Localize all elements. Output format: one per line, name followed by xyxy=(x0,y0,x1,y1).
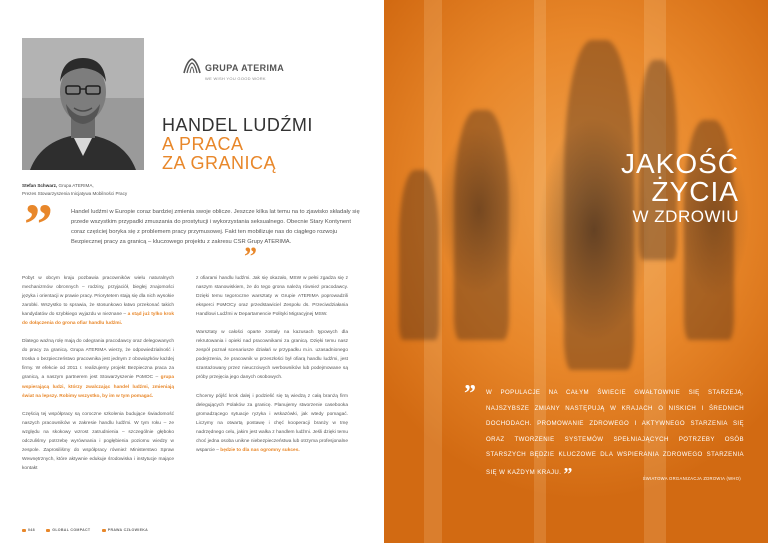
paragraph-highlight: a stąd już tylko krok do dołączenia do grona ofiar handlu ludźmi. xyxy=(22,312,174,327)
lead-text: Handel ludźmi w Europie coraz bardziej zmienia swoje oblicze. Jeszcze kilka lat temu na to zjawisko składały się przede wszystkim przypadki zmuszania do prostytucji i wykorzystania seksualnego. Obecnie Stary Kontynent coraz częściej boryka się z problemem pracy przymusowej. Fakt ten mobilizuje nas do ciągłego rozwoju Bezpiecznej pracy za granicą – kluczowego projektu z zakresu CSR Grupy ATERIMA. xyxy=(71,209,360,246)
section-title-line-2: W ZDROWIU xyxy=(632,207,739,226)
paragraph-text: Pobyt w obcym kraju pozbawia pracowników wielu naturalnych mechanizmów obronnych – rodziny, przyjaciół, biegłej znajomości języka i orientacji w prawie pracy. Priorytetem stają się dla nich wysokie zarobki. Wszystko to sprawia, że stosunkowo łatwo przekonać takich kandydatów do szybkiego wyjazdu w nieznane – xyxy=(22,276,174,318)
aterima-logo-mark xyxy=(181,55,203,77)
paragraph-text: Chcemy pójść krok dalej i podzielić się tą wiedzą z całą branżą firm delegujących Polaków za granicę. Planujemy stworzenie casebooka gromadzącego sytuacje ryzyka i wskazówki, jak wtedy pomagać. Liczymy na otwartą postawę i chęć kooperacji branży w tmę nadrzędnego celu, jakim jest walka z handlem ludźmi. Jeśli dzięki temu choć jedna osoba unikne niebezpieczeństwa lub otrzyma profesjonalne wsparcie – xyxy=(196,393,348,453)
paragraph-text: z ofiarami handlu ludźmi. Jak się okazało, MSW w pełni zgadza się z naszym stanowiskiem, że do tego grona należą również pracodawcy. Dzięki temu tegoroczne warsztaty w Grupie ATERIMA poprowadzili eksperci PoMOCy oraz przedstawiciel Zespołu ds. Przeciwdziałania Handlowi Ludźmi w Departamencie Polityki Migracyjnej MSW. xyxy=(196,276,348,318)
quote-close-icon: ” xyxy=(563,463,573,484)
who-quote xyxy=(486,385,744,484)
author-role: Prezes Stowarzyszenia Inicjatywa Mobilności Pracy xyxy=(22,191,128,196)
author-affiliation: Grupa ATERIMA, xyxy=(57,183,94,188)
title-line-2: A PRACA xyxy=(162,134,244,154)
footer-section-global-compact: GLOBAL COMPACT xyxy=(46,528,90,532)
paragraph xyxy=(22,337,174,400)
quote-attribution: ŚWIATOWA ORGANIZACJA ZDROWIA (WHO) xyxy=(642,476,741,481)
right-page xyxy=(384,0,768,543)
aterima-logo xyxy=(181,55,285,97)
quote-open-icon: ” xyxy=(464,381,476,407)
paragraph xyxy=(22,274,174,328)
section-title xyxy=(534,150,739,228)
logo-brand-name: GRUPA ATERIMA xyxy=(205,63,285,73)
paragraph xyxy=(22,410,174,473)
article-title xyxy=(162,116,313,173)
page-footer xyxy=(22,528,158,532)
body-column-2 xyxy=(196,274,348,464)
paragraph-highlight: grupa wspierającą ludzi, którzy zwalczając handel ludźmi, zmieniają świat na lepszy. Robimy wszystko, by im w tym pomagać. xyxy=(22,375,174,399)
author-name: Stefan Schwarz, xyxy=(22,183,58,188)
section-title-line-1: JAKOŚĆ ŻYCIA xyxy=(620,148,739,207)
footer-page-number: 048 xyxy=(22,528,35,532)
paragraph-text: Warsztaty w całości oparte zostały na kazusach typowych dla rekrutowania i opieki nad pracownikami za granicą. Dzięki temu nasz zespół poznał scenariusze działań w przypadku m.in. uzasadnionego podejrzenia, że pracownik w przeszłości był ofiarą handlu ludźmi, jest szantażowany przez nieuczciwych werbowników lub podejmowane są próby przejęcia jego danych osobowych. xyxy=(196,330,348,381)
paragraph xyxy=(196,274,348,319)
title-line-3: ZA GRANICĄ xyxy=(162,153,277,173)
body-column-1 xyxy=(22,274,174,482)
paragraph xyxy=(196,392,348,455)
footer-section-human-rights: PRAWA CZŁOWIEKA xyxy=(102,528,148,532)
paragraph-text: Częścią tej współpracy są coroczne szkolenia budujące świadomość naszych pracowników w zakresie handlu ludźmi. W tym roku – ze względu na skokowy wzrost zatrudnienia – szczególnie głęboko odczuliśmy potrzebę wyrównania i pogłębienia poziomu wiedzy w zespole. Zaprosiliśmy do współpracy również Ministerstwo Spraw Wewnętrznych, które aktywnie edukuje środowiska i instytucje mające kontakt xyxy=(22,411,174,471)
logo-tagline: WE WISH YOU GOOD WORK xyxy=(205,76,266,81)
quote-open-icon: ” xyxy=(24,192,53,257)
paragraph xyxy=(196,328,348,382)
quote-close-icon: ” xyxy=(244,242,257,271)
lead-paragraph xyxy=(71,207,366,247)
title-line-1: HANDEL LUDŹMI xyxy=(162,115,313,135)
portrait-photo xyxy=(22,38,144,170)
paragraph-text: Dlatego ważną rolę mają do odegrania pracodawcy oraz delegowanych do pracy za granicą. Grupa ATERIMA wierzy, że odpowiedzialność i troska o bezpieczeństwo pracownika jest jednym z obowiązków każdej firmy. W efekcie od 2011 r. realizujemy projekt Bezpieczna praca za granicą, a naszym partnerem jest Stowarzyszenie PoMOC – xyxy=(22,339,174,381)
who-quote-text: W POPULACJE NA CAŁYM ŚWIECIE GWAŁTOWNIE SIĘ STARZEJĄ, NAJSZYBSZE ZMIANY NASTĘPUJĄ W KRAJACH O NISKICH I ŚREDNICH DOCHODACH. PROMOWANIE ZDROWEGO I AKTYWNEGO STARZENIA SIĘ ORAZ TWORZENIE SYSTEMÓW SPEŁNIAJĄCYCH POTRZEBY OSÓB STARSZYCH BĘDZIE KLUCZOWE DLA WSPIERANIA ZDROWEGO STARZENIA SIĘ W KAŻDYM KRAJU. xyxy=(486,389,744,476)
paragraph-highlight: będzie to dla nas ogromny sukces. xyxy=(220,447,300,453)
